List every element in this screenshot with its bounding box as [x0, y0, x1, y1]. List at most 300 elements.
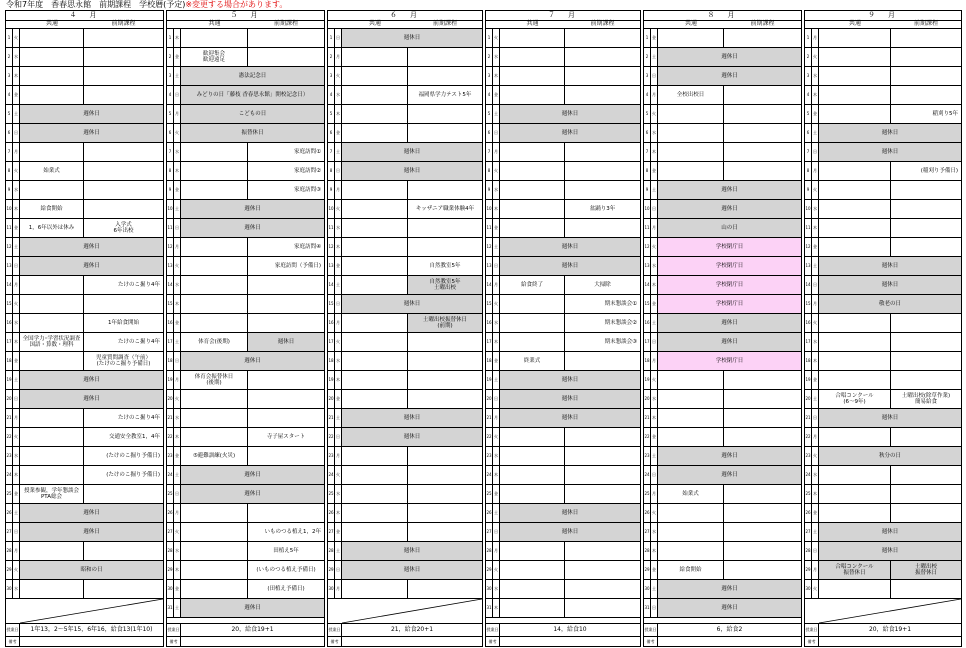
- day-row: [167, 200, 324, 219]
- weekday: 火: [335, 200, 342, 218]
- day-number: 15: [328, 295, 335, 313]
- event-full: 週休日: [819, 124, 961, 142]
- event-full: 学校閉庁日: [658, 295, 801, 313]
- weekday: 金: [335, 257, 342, 275]
- event-full: 週休日: [342, 409, 482, 427]
- event-course: 寺子屋スタート: [266, 434, 306, 440]
- event-common: [342, 523, 408, 541]
- weekday: 金: [335, 523, 342, 541]
- column-header-course: 前期課程: [432, 20, 457, 27]
- day-number: 17: [486, 333, 493, 351]
- event-common: [20, 428, 84, 446]
- empty-day-slash: [819, 599, 961, 623]
- day-number: 31: [486, 599, 493, 617]
- day-row: [805, 333, 961, 352]
- month-column: [485, 10, 641, 647]
- event-common: [500, 48, 565, 66]
- event-common: 合唱コンクール 振替休日: [819, 561, 891, 579]
- day-row: [328, 371, 482, 390]
- event-common: [819, 466, 891, 484]
- day-number: 11: [328, 219, 335, 237]
- event-course: [408, 371, 482, 389]
- event-full: 週休日: [658, 580, 801, 598]
- weekday: 日: [174, 86, 181, 104]
- day-row: [328, 542, 482, 561]
- event-course: [248, 447, 324, 465]
- day-number: 14: [805, 276, 812, 294]
- weekday: 日: [335, 428, 342, 446]
- event-course: [565, 181, 640, 199]
- event-course: [724, 105, 801, 123]
- day-number: 2: [644, 48, 651, 66]
- event-common: [20, 143, 84, 161]
- day-row: [486, 314, 640, 333]
- day-number: 7: [805, 143, 812, 161]
- day-number: 3: [328, 67, 335, 85]
- weekday: 金: [493, 485, 500, 503]
- day-row: [486, 105, 640, 124]
- day-number: 1: [6, 29, 13, 47]
- event-full: 週休日: [20, 390, 163, 408]
- day-row: [167, 67, 324, 86]
- day-row: [6, 67, 163, 86]
- day-number: 31: [167, 599, 174, 617]
- weekday: 水: [335, 219, 342, 237]
- day-number: 18: [167, 352, 174, 370]
- day-row: [167, 219, 324, 238]
- weekday: 水: [174, 276, 181, 294]
- event-common: [181, 276, 248, 294]
- weekday: 火: [493, 561, 500, 579]
- weekday: 日: [493, 390, 500, 408]
- event-course: 土曜出校振替休日 (前期): [408, 314, 482, 332]
- day-row: [805, 314, 961, 333]
- weekday: 土: [174, 67, 181, 85]
- day-row: [167, 257, 324, 276]
- weekday: 月: [493, 143, 500, 161]
- day-number: 12: [6, 238, 13, 256]
- weekday: 月: [13, 542, 20, 560]
- day-number: 12: [167, 238, 174, 256]
- event-course: [565, 67, 640, 85]
- event-course: [724, 143, 801, 161]
- weekday: 火: [335, 466, 342, 484]
- day-number: 9: [167, 181, 174, 199]
- month-column: [804, 10, 962, 647]
- event-full: 週休日: [500, 390, 640, 408]
- event-common: [819, 48, 891, 66]
- event-common: [819, 485, 891, 503]
- day-row: [328, 333, 482, 352]
- event-course: [408, 580, 482, 598]
- weekday: 火: [812, 48, 819, 66]
- day-number: 16: [644, 314, 651, 332]
- event-course: [248, 504, 324, 522]
- day-row: [805, 67, 961, 86]
- day-row: [805, 504, 961, 523]
- day-number: 16: [167, 314, 174, 332]
- day-row: [167, 29, 324, 48]
- event-full: 週休日: [342, 29, 482, 47]
- day-row: [486, 447, 640, 466]
- day-row: [328, 314, 482, 333]
- day-row: [486, 352, 640, 371]
- event-common: [342, 200, 408, 218]
- event-course: (田植え予備日): [267, 586, 305, 592]
- event-common: [500, 219, 565, 237]
- column-header-course: 前期課程: [273, 20, 298, 27]
- day-number: 20: [805, 390, 812, 408]
- day-number: 13: [328, 257, 335, 275]
- event-common: [500, 295, 565, 313]
- event-course: 自然教室5年: [429, 263, 461, 269]
- day-row: [328, 143, 482, 162]
- remark-row: [644, 636, 801, 647]
- day-number: 15: [486, 295, 493, 313]
- day-number: 1: [644, 29, 651, 47]
- weekday: 木: [335, 105, 342, 123]
- weekday: 月: [812, 428, 819, 446]
- day-row: [328, 105, 482, 124]
- day-row: [6, 219, 163, 238]
- event-course: いものつる植え1，2年: [264, 529, 321, 535]
- total-label: 授業日: [6, 624, 20, 636]
- day-number: 21: [486, 409, 493, 427]
- weekday: 水: [174, 409, 181, 427]
- day-number: 26: [805, 504, 812, 522]
- event-course: たけのこ掘り4年: [118, 339, 160, 345]
- event-course: [408, 485, 482, 503]
- day-number: 30: [805, 580, 812, 598]
- event-common: [500, 466, 565, 484]
- day-number: 2: [328, 48, 335, 66]
- day-row: [328, 162, 482, 181]
- day-number: 12: [805, 238, 812, 256]
- weekday: 土: [174, 466, 181, 484]
- event-full: 週休日: [500, 105, 640, 123]
- day-row: [486, 523, 640, 542]
- event-course: [408, 181, 482, 199]
- total-label: 授業日: [805, 624, 819, 636]
- event-course: [408, 238, 482, 256]
- event-course: [248, 276, 324, 294]
- day-row: [328, 276, 482, 295]
- weekday: 水: [13, 314, 20, 332]
- day-row: [805, 485, 961, 504]
- total-row: [805, 623, 961, 637]
- event-course: [84, 580, 163, 598]
- event-full: 週休日: [20, 124, 163, 142]
- day-number: 22: [328, 428, 335, 446]
- day-number: 1: [805, 29, 812, 47]
- event-full: 週休日: [181, 200, 324, 218]
- event-common: [342, 390, 408, 408]
- day-row: [167, 485, 324, 504]
- event-course: [565, 599, 640, 617]
- event-course: 1年給食開始: [108, 320, 139, 326]
- event-common: [500, 162, 565, 180]
- day-number: 10: [328, 200, 335, 218]
- day-row: [805, 447, 961, 466]
- event-common: [181, 580, 248, 598]
- day-row: [644, 124, 801, 143]
- day-row: [6, 485, 163, 504]
- day-number: 27: [805, 523, 812, 541]
- weekday: 土: [651, 181, 658, 199]
- month-column: [643, 10, 802, 647]
- day-row: [6, 143, 163, 162]
- day-number: 5: [6, 105, 13, 123]
- event-course: (稲刈り予備日): [920, 168, 958, 174]
- event-course: [408, 352, 482, 370]
- weekday: 日: [335, 29, 342, 47]
- month-column: [166, 10, 325, 647]
- day-number: 13: [486, 257, 493, 275]
- day-number: 3: [6, 67, 13, 85]
- school-calendar-grid: [5, 10, 962, 647]
- day-number: 12: [644, 238, 651, 256]
- event-course: [84, 29, 163, 47]
- day-number: 5: [644, 105, 651, 123]
- event-common: [342, 371, 408, 389]
- day-row: [167, 181, 324, 200]
- title-note: ※変更する場合があります。: [185, 0, 288, 9]
- event-common: [500, 67, 565, 85]
- weekday: 日: [493, 257, 500, 275]
- weekday: 水: [335, 352, 342, 370]
- event-full: 週休日: [342, 162, 482, 180]
- column-header-date: [167, 20, 173, 28]
- event-common: [658, 523, 724, 541]
- day-row: [167, 105, 324, 124]
- event-full: 週休日: [342, 428, 482, 446]
- column-header-common: 共通: [526, 20, 539, 27]
- weekday: 月: [812, 29, 819, 47]
- day-number: 25: [167, 485, 174, 503]
- weekday: 木: [174, 162, 181, 180]
- day-row: [328, 409, 482, 428]
- day-row: [6, 333, 163, 352]
- event-course: [891, 333, 961, 351]
- event-course: 福岡県学力テスト5年: [418, 92, 472, 98]
- event-common: 全国学力･学習状況調査 国語・算数・理科: [20, 333, 84, 351]
- day-number: 8: [486, 162, 493, 180]
- remark-label: 備考: [6, 636, 20, 647]
- event-full: 週休日: [819, 257, 961, 275]
- day-number: 4: [328, 86, 335, 104]
- event-course: [565, 86, 640, 104]
- weekday: 日: [13, 390, 20, 408]
- event-common: [819, 428, 891, 446]
- month-column: [327, 10, 483, 647]
- event-common: [819, 86, 891, 104]
- day-row: [6, 86, 163, 105]
- weekday: 水: [13, 580, 20, 598]
- event-common: [181, 523, 248, 541]
- event-common: [342, 105, 408, 123]
- day-row: [486, 257, 640, 276]
- weekday: 火: [335, 333, 342, 351]
- day-number: 2: [805, 48, 812, 66]
- weekday: 日: [651, 466, 658, 484]
- weekday: 月: [174, 371, 181, 389]
- weekday: 木: [651, 143, 658, 161]
- column-header-common: 共通: [45, 20, 58, 27]
- day-row: [644, 390, 801, 409]
- event-course: [84, 67, 163, 85]
- day-number: 9: [486, 181, 493, 199]
- day-row: [644, 352, 801, 371]
- total-value: 21，給食20+1: [390, 626, 434, 633]
- event-course: [84, 542, 163, 560]
- event-common: [20, 314, 84, 332]
- day-number: 28: [328, 542, 335, 560]
- weekday: 金: [174, 314, 181, 332]
- day-row: [6, 561, 163, 580]
- day-number: 23: [644, 447, 651, 465]
- day-number: 18: [805, 352, 812, 370]
- event-full: 週休日: [500, 504, 640, 522]
- day-row: [167, 371, 324, 390]
- event-common: [181, 542, 248, 560]
- event-common: [819, 371, 891, 389]
- event-course: [891, 580, 961, 598]
- day-number: 9: [6, 181, 13, 199]
- weekday: 火: [812, 447, 819, 465]
- day-number: 19: [6, 371, 13, 389]
- column-header-date: [805, 20, 811, 28]
- event-course: [248, 371, 324, 389]
- event-course: [84, 295, 163, 313]
- day-number: 2: [167, 48, 174, 66]
- weekday: 月: [174, 238, 181, 256]
- day-number: 12: [486, 238, 493, 256]
- remark-label: 備考: [167, 636, 181, 647]
- event-common: [500, 333, 565, 351]
- total-value: 20，給食19+1: [231, 626, 274, 633]
- day-number: 4: [644, 86, 651, 104]
- total-value: 1年13，2～5年15，6年16，給食13(1年10): [30, 626, 153, 633]
- day-number: 26: [328, 504, 335, 522]
- event-course: [408, 105, 482, 123]
- empty-day-slash: [20, 599, 163, 623]
- day-row: [167, 352, 324, 371]
- event-common: [658, 390, 724, 408]
- day-row: [644, 523, 801, 542]
- day-row: [167, 542, 324, 561]
- weekday: 木: [651, 276, 658, 294]
- day-row: [167, 295, 324, 314]
- weekday: 木: [335, 238, 342, 256]
- event-full: 週休日: [20, 523, 163, 541]
- month-header: ８ 月: [644, 11, 801, 21]
- day-number: 17: [6, 333, 13, 351]
- empty-day-slash: [342, 599, 482, 623]
- day-number: 23: [805, 447, 812, 465]
- weekday: 水: [13, 447, 20, 465]
- month-header: ９ 月: [805, 11, 961, 21]
- weekday: 月: [651, 219, 658, 237]
- weekday: 月: [812, 162, 819, 180]
- weekday: 火: [13, 29, 20, 47]
- event-course: [565, 219, 640, 237]
- column-header-course: 前期課程: [111, 20, 136, 27]
- event-course: (たけのこ掘り予備日): [106, 453, 160, 459]
- weekday: 木: [335, 371, 342, 389]
- weekday: 土: [493, 371, 500, 389]
- weekday: 日: [174, 352, 181, 370]
- remark-row: [328, 636, 482, 647]
- day-row: [328, 390, 482, 409]
- day-row: [486, 181, 640, 200]
- weekday: 金: [493, 352, 500, 370]
- event-common: [342, 352, 408, 370]
- weekday: 水: [651, 257, 658, 275]
- day-row: [644, 162, 801, 181]
- event-full: 週休日: [342, 542, 482, 560]
- day-number: 3: [644, 67, 651, 85]
- day-number: 7: [167, 143, 174, 161]
- weekday: 日: [335, 561, 342, 579]
- day-number: 7: [6, 143, 13, 161]
- weekday: 水: [493, 314, 500, 332]
- day-number: 26: [644, 504, 651, 522]
- total-value: 20，給食19+1: [868, 626, 912, 633]
- weekday: 土: [651, 447, 658, 465]
- event-course: 土曜出校 振替休日: [891, 561, 961, 579]
- event-common: [500, 561, 565, 579]
- column-header-course: 前期課程: [750, 20, 775, 27]
- day-number: 12: [328, 238, 335, 256]
- weekday: 火: [493, 162, 500, 180]
- day-number: 11: [167, 219, 174, 237]
- day-row: [486, 86, 640, 105]
- column-header-row: [805, 20, 961, 29]
- day-row: [805, 409, 961, 428]
- weekday: 土: [335, 409, 342, 427]
- day-row: [486, 238, 640, 257]
- total-value: 6，給食2: [716, 626, 743, 633]
- day-number: 8: [167, 162, 174, 180]
- day-row: [6, 523, 163, 542]
- event-full: 週休日: [20, 504, 163, 522]
- day-number: 16: [805, 314, 812, 332]
- day-row: [805, 352, 961, 371]
- event-course: [891, 48, 961, 66]
- event-common: [500, 599, 565, 617]
- day-row: [486, 333, 640, 352]
- weekday: 水: [812, 333, 819, 351]
- day-row: [328, 352, 482, 371]
- day-number: 13: [805, 257, 812, 275]
- day-row: [644, 219, 801, 238]
- day-row: [328, 580, 482, 599]
- weekday: 月: [651, 352, 658, 370]
- day-row: [167, 599, 324, 618]
- day-row: [486, 219, 640, 238]
- day-number: 5: [805, 105, 812, 123]
- weekday: 火: [335, 67, 342, 85]
- day-number: 1: [328, 29, 335, 47]
- event-full: 週休日: [181, 352, 324, 370]
- event-course: [248, 48, 324, 66]
- weekday: 金: [13, 352, 20, 370]
- day-number: 8: [328, 162, 335, 180]
- day-row: [328, 67, 482, 86]
- weekday: 木: [13, 200, 20, 218]
- day-row: [328, 257, 482, 276]
- event-course: [724, 86, 801, 104]
